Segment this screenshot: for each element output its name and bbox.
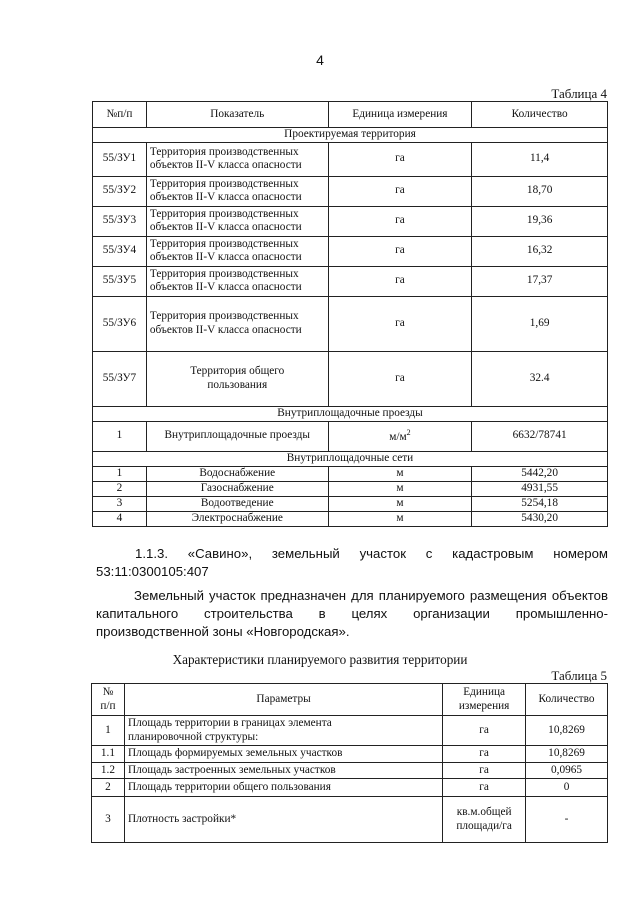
- plot-quantity: 19,36: [472, 206, 608, 236]
- plot-quantity: 11,4: [472, 142, 608, 176]
- table-row: [93, 466, 608, 481]
- table5-title: Характеристики планируемого развития территории: [172, 652, 468, 667]
- network-number: 3: [93, 496, 147, 511]
- page-number: 4: [316, 52, 324, 68]
- plot-name: Территория производственных объектов II-V класса опасности: [146, 266, 328, 296]
- table-row: [92, 779, 608, 797]
- plot-name: Территория производственных объектов II-V класса опасности: [146, 236, 328, 266]
- header-quantity: Количество: [472, 102, 608, 128]
- network-unit: м: [328, 496, 472, 511]
- plot-unit: га: [328, 142, 472, 176]
- section-roads: Внутриплощадочные проезды: [93, 406, 608, 421]
- row-number: 1.1: [92, 746, 125, 763]
- network-number: 4: [93, 511, 147, 526]
- table4-caption: Таблица 4: [551, 86, 607, 101]
- row-quantity: 0: [526, 779, 608, 797]
- plot-number: 55/ЗУ7: [93, 351, 147, 406]
- table4: [92, 101, 608, 527]
- table-row: [92, 716, 608, 746]
- table-row: [93, 351, 608, 406]
- header-unit: Единица измерения: [443, 684, 526, 716]
- cadastral-number: 53:11:0300105:407: [96, 564, 209, 579]
- plot-number: 55/ЗУ6: [93, 296, 147, 351]
- table-row: [93, 266, 608, 296]
- network-quantity: 5442,20: [472, 466, 608, 481]
- table-row: [93, 511, 608, 526]
- row-quantity: 0,0965: [526, 763, 608, 779]
- table-row: [93, 496, 608, 511]
- plot-number: 55/ЗУ2: [93, 176, 147, 206]
- row-number: 2: [92, 779, 125, 797]
- plot-quantity: 18,70: [472, 176, 608, 206]
- plot-quantity: 32.4: [472, 351, 608, 406]
- row-unit: кв.м.общей площади/га: [443, 797, 526, 843]
- row-parameter: Площадь территории общего пользования: [124, 779, 442, 797]
- header-num: № п/п: [92, 684, 125, 716]
- row-parameter: Площадь формируемых земельных участков: [124, 746, 442, 763]
- plot-quantity: 17,37: [472, 266, 608, 296]
- table-row: [93, 176, 608, 206]
- plot-number: 55/ЗУ4: [93, 236, 147, 266]
- plot-number: 55/ЗУ5: [93, 266, 147, 296]
- row-quantity: 10,8269: [526, 746, 608, 763]
- row-parameter: Плотность застройки*: [124, 797, 442, 843]
- header-unit: Единица измерения: [328, 102, 472, 128]
- network-name: Водоснабжение: [146, 466, 328, 481]
- table-row: [93, 236, 608, 266]
- row-unit: га: [443, 779, 526, 797]
- body-paragraph: Земельный участок предназначен для планируемого размещения объектов капитального строительства в целях организации промышленно-производственной зоны «Новгородская».: [96, 588, 608, 639]
- network-quantity: 4931,55: [472, 481, 608, 496]
- header-indicator: Показатель: [146, 102, 328, 128]
- table-row: [93, 206, 608, 236]
- row-quantity: -: [526, 797, 608, 843]
- plot-quantity: 1,69: [472, 296, 608, 351]
- section-projected-territory: Проектируемая территория: [93, 128, 608, 143]
- plot-name: Территория производственных объектов II-V класса опасности: [146, 206, 328, 236]
- row-number: 1.2: [92, 763, 125, 779]
- section-heading: 1.1.3. «Савино», земельный участок с кадастровым номером: [135, 546, 608, 561]
- row-quantity: 10,8269: [526, 716, 608, 746]
- row-unit: га: [443, 763, 526, 779]
- table5: [91, 683, 608, 843]
- plot-unit: га: [328, 236, 472, 266]
- network-name: Газоснабжение: [146, 481, 328, 496]
- row-unit: га: [443, 746, 526, 763]
- road-unit: $м/м^2$: [328, 421, 472, 451]
- table-row: [93, 421, 608, 451]
- network-name: Электроснабжение: [146, 511, 328, 526]
- row-number: 3: [92, 797, 125, 843]
- plot-unit: га: [328, 296, 472, 351]
- network-unit: м: [328, 481, 472, 496]
- plot-name: Территория производственных объектов II-V класса опасности: [146, 296, 328, 351]
- plot-unit: га: [328, 266, 472, 296]
- row-number: 1: [92, 716, 125, 746]
- plot-number: 55/ЗУ3: [93, 206, 147, 236]
- plot-quantity: 16,32: [472, 236, 608, 266]
- table4-header-row: [93, 102, 608, 128]
- header-quantity: Количество: [526, 684, 608, 716]
- table-row: [92, 763, 608, 779]
- plot-name: Территория производственных объектов II-V класса опасности: [146, 142, 328, 176]
- table-row: [93, 481, 608, 496]
- plot-name: Территория общего пользования: [146, 351, 328, 406]
- network-number: 2: [93, 481, 147, 496]
- section-networks: Внутриплощадочные сети: [93, 451, 608, 466]
- table5-header-row: [92, 684, 608, 716]
- plot-name: Территория производственных объектов II-V класса опасности: [146, 176, 328, 206]
- table-row: [92, 746, 608, 763]
- network-quantity: 5254,18: [472, 496, 608, 511]
- table-row: [92, 797, 608, 843]
- table-row: [93, 296, 608, 351]
- row-unit: га: [443, 716, 526, 746]
- network-unit: м: [328, 511, 472, 526]
- network-name: Водоотведение: [146, 496, 328, 511]
- header-num: №п/п: [93, 102, 147, 128]
- plot-unit: га: [328, 351, 472, 406]
- network-number: 1: [93, 466, 147, 481]
- table5-caption: Таблица 5: [551, 668, 607, 683]
- header-parameters: Параметры: [124, 684, 442, 716]
- road-number: 1: [93, 421, 147, 451]
- row-parameter: Площадь территории в границах элемента планировочной структуры:: [124, 716, 442, 746]
- plot-unit: га: [328, 206, 472, 236]
- road-quantity: 6632/78741: [472, 421, 608, 451]
- plot-unit: га: [328, 176, 472, 206]
- network-quantity: 5430,20: [472, 511, 608, 526]
- network-unit: м: [328, 466, 472, 481]
- plot-number: 55/ЗУ1: [93, 142, 147, 176]
- table-row: [93, 142, 608, 176]
- row-parameter: Площадь застроенных земельных участков: [124, 763, 442, 779]
- road-name: Внутриплощадочные проезды: [146, 421, 328, 451]
